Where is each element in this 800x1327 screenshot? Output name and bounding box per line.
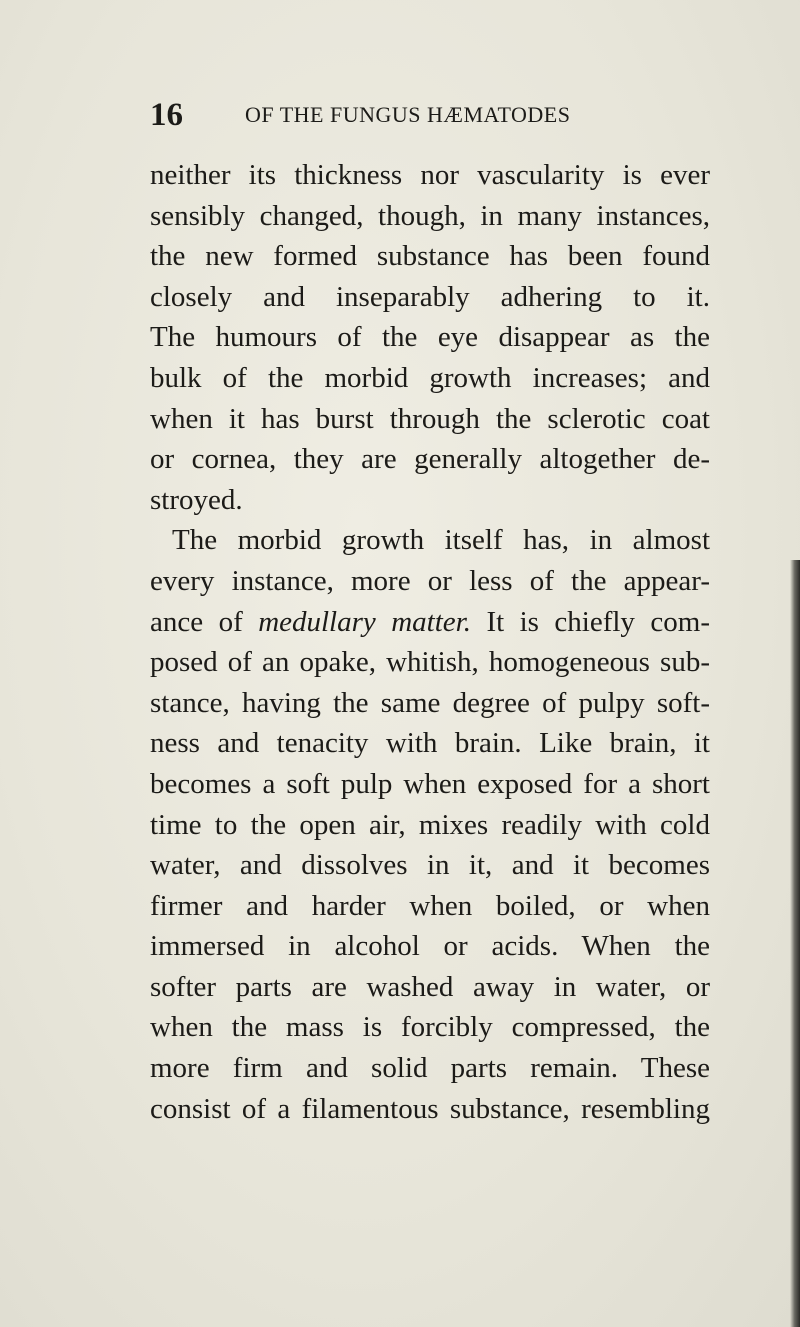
text-line: the new formed substance has been found bbox=[150, 240, 710, 273]
text-line: closely and inseparably adhering to it. bbox=[150, 280, 710, 313]
text-line: stance, having the same degree of pulpy soft- bbox=[150, 686, 710, 719]
page-edge-shadow bbox=[790, 560, 800, 1327]
text-line: stroyed. bbox=[150, 483, 243, 516]
text-line: consist of a filamentous substance, resembling bbox=[150, 1092, 710, 1125]
text-line: time to the open air, mixes readily with cold bbox=[150, 808, 710, 841]
page-header bbox=[150, 90, 710, 140]
text-line: immersed in alcohol or acids. When the bbox=[150, 930, 710, 963]
text-line: bulk of the morbid growth increases; and bbox=[150, 361, 710, 394]
text-line: when it has burst through the sclerotic coat bbox=[150, 402, 710, 435]
text-line: water, and dissolves in it, and it becomes bbox=[150, 849, 710, 882]
text-line: or cornea, they are generally altogether de- bbox=[150, 443, 710, 476]
text-line: sensibly changed, though, in many instances, bbox=[150, 199, 710, 232]
text-line: The humours of the eye disappear as the bbox=[150, 321, 710, 354]
text-run: It is chiefly com- bbox=[470, 605, 710, 638]
text-line: becomes a soft pulp when exposed for a short bbox=[150, 767, 710, 800]
text-line: neither its thickness nor vascularity is ever bbox=[150, 159, 710, 191]
text-line: posed of an opake, whitish, homogeneous sub- bbox=[150, 646, 710, 679]
running-head: OF THE FUNGUS HÆMATODES bbox=[245, 102, 571, 127]
text-line: softer parts are washed away in water, or bbox=[150, 970, 710, 1003]
text-line: firmer and harder when boiled, or when bbox=[150, 889, 710, 922]
italic-term: medullary matter. bbox=[258, 605, 471, 638]
text-line: when the mass is forcibly compressed, the bbox=[150, 1011, 710, 1044]
page-number: 16 bbox=[150, 97, 183, 133]
text-run: ance of bbox=[150, 605, 259, 638]
body-text bbox=[150, 155, 710, 1129]
paragraph-start-line: The morbid growth itself has, in almost bbox=[172, 524, 710, 557]
text-line: more firm and solid parts remain. These bbox=[150, 1052, 710, 1085]
text-line-with-italic bbox=[150, 602, 710, 643]
text-line: ness and tenacity with brain. Like brain, it bbox=[150, 727, 710, 760]
text-line: every instance, more or less of the appear- bbox=[150, 564, 710, 597]
